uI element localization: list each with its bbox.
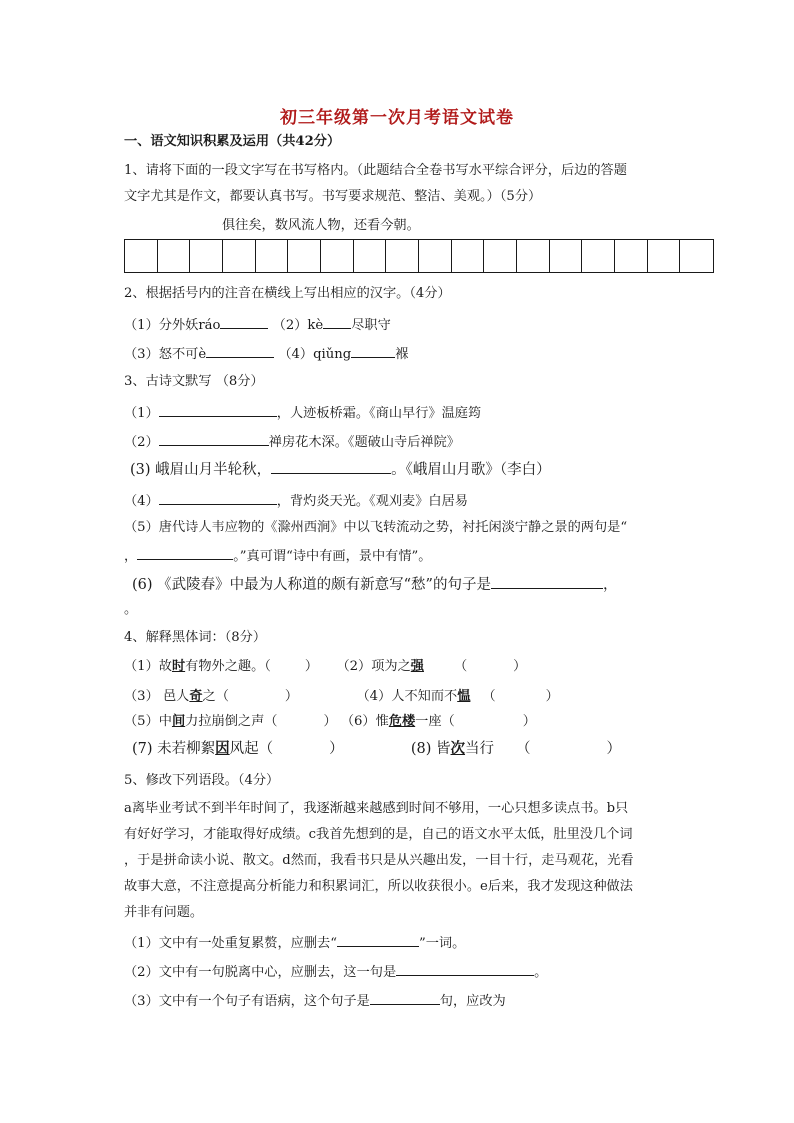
q4-i3-post: 之（ xyxy=(202,689,229,704)
q5-para-line2: 有好好学习，才能取得好成绩。c我首先想到的是，自己的语文水平太低，肚里没几个词 xyxy=(124,827,633,842)
grid-cell[interactable] xyxy=(288,240,321,272)
q4-i7-keyword: 因 xyxy=(215,740,230,757)
grid-cell[interactable] xyxy=(452,240,485,272)
q5-para-line1: a离毕业考试不到半年时间了，我逐渐越来越感到时间不够用，一心只想多读点书。b只 xyxy=(124,801,629,816)
q5-s2-blank[interactable] xyxy=(396,961,534,976)
q4-i5-pre: （5）中 xyxy=(124,714,172,729)
q4-i1-keyword: 时 xyxy=(171,659,186,674)
q1-line1: 1、请将下面的一段文字写在书写格内。（此题结合全卷书写水平综合评分，后边的答题 xyxy=(124,163,627,178)
q4-heading: 4、解释黑体词：（8分） xyxy=(124,630,267,645)
q3-line6b: 。 xyxy=(124,602,138,617)
q5-s2-post: 。 xyxy=(534,965,548,980)
q2-d-blank[interactable] xyxy=(351,343,395,358)
q4-i6-keyword: 危楼 xyxy=(388,714,416,729)
q3-line6 xyxy=(132,574,617,594)
q2-d-label: （4）qiǔng xyxy=(278,347,352,362)
q5-sub2 xyxy=(124,961,547,982)
q2-a-label: （1）分外妖ráo xyxy=(124,318,221,333)
q5-para-line3: ，于是拼命读小说、散文。d然而，我看书只是从兴趣出发，一目十行，走马观花，光看 xyxy=(124,853,634,868)
grid-cell[interactable] xyxy=(190,240,223,272)
q4-i5-close: ） xyxy=(323,714,337,729)
grid-cell[interactable] xyxy=(419,240,452,272)
grid-cell[interactable] xyxy=(256,240,289,272)
grid-cell[interactable] xyxy=(648,240,681,272)
q4-i1-post: 有物外之趣。（ xyxy=(185,659,271,674)
q3-l4-label: （4） xyxy=(124,494,159,509)
q4-i7-close: ） xyxy=(329,741,344,757)
q3-l1-label: （1） xyxy=(124,406,159,421)
q4-i2-pre: （2）项为之 xyxy=(336,659,411,674)
grid-cell[interactable] xyxy=(125,240,158,272)
q4-i6-post: 一座（ xyxy=(415,714,455,729)
q4-i7-post: 风起（ xyxy=(229,741,274,757)
q4-i1-close: ） xyxy=(304,659,319,674)
q4-i2-close: ） xyxy=(513,659,527,674)
q3-line1 xyxy=(124,402,481,423)
q3-l5-tail: 。”真可谓“诗中有画，景中有情”。 xyxy=(233,549,432,564)
q5-para-line5: 并非有问题。 xyxy=(124,905,204,920)
q5-s3-post: 句，应改为 xyxy=(439,994,506,1009)
q3-l1-blank[interactable] xyxy=(159,402,277,417)
grid-cell[interactable] xyxy=(158,240,191,272)
q2-row1 xyxy=(124,314,391,335)
grid-cell[interactable] xyxy=(582,240,615,272)
q3-l3-label: (3) 峨眉山月半轮秋， xyxy=(130,462,272,478)
q4-i5-keyword: 间 xyxy=(171,714,186,729)
q3-l4-blank[interactable] xyxy=(159,490,277,505)
q3-l6-blank[interactable] xyxy=(491,574,603,589)
q4-i4-close: ） xyxy=(545,689,559,704)
q4-i2-keyword: 强 xyxy=(410,659,424,674)
q5-s3-blank[interactable] xyxy=(370,990,440,1005)
grid-cell[interactable] xyxy=(223,240,256,272)
q3-l2-tail: 禅房花木深。《题破山寺后禅院》 xyxy=(268,435,460,450)
q3-heading: 3、古诗文默写 （8分） xyxy=(124,374,264,389)
q5-sub1 xyxy=(124,932,465,953)
q4-i2-open: （ xyxy=(453,659,468,674)
page-title: 初三年级第一次月考语文试卷 xyxy=(280,108,514,128)
q5-sub3 xyxy=(124,990,506,1011)
grid-cell[interactable] xyxy=(615,240,648,272)
q4-row4 xyxy=(132,740,621,758)
q3-l6-tail: ， xyxy=(602,577,618,593)
q4-row2 xyxy=(124,688,559,706)
q3-l1-tail: ，人迹板桥霜。《商山早行》温庭筠 xyxy=(276,406,482,421)
q2-d-tail: 褓 xyxy=(395,347,409,362)
q2-b-blank[interactable] xyxy=(323,314,351,329)
q1-copy-text: 俱往矣，数风流人物，还看今朝。 xyxy=(222,218,420,233)
q2-row2 xyxy=(124,343,408,364)
q3-l6-label: (6) 《武陵春》中最为人称道的颇有新意写“愁”的句子是 xyxy=(132,577,491,593)
q3-line4 xyxy=(124,490,468,511)
q5-para-line4: 故事大意，不注意提高分析能力和积累词汇，所以收获很小。e后来，我才发现这种做法 xyxy=(124,879,633,894)
q1-line2: 文字尤其是作文，都要认真书写。书写要求规范、整洁、美观。）（5分） xyxy=(124,189,542,204)
q4-i3-keyword: 奇 xyxy=(189,689,203,704)
q3-line5b xyxy=(124,545,431,566)
q4-i7-pre: (7) 未若柳絮 xyxy=(132,741,216,757)
grid-cell[interactable] xyxy=(386,240,419,272)
q3-line2 xyxy=(124,431,460,452)
grid-cell[interactable] xyxy=(321,240,354,272)
q4-i4-open: （ xyxy=(482,689,496,704)
q4-i8-close: ） xyxy=(606,741,622,757)
writing-grid[interactable] xyxy=(124,239,714,273)
q5-heading: 5、修改下列语段。（4分） xyxy=(124,773,280,788)
q4-i4-keyword: 愠 xyxy=(457,689,471,704)
grid-cell[interactable] xyxy=(517,240,550,272)
section-heading: 一、语文知识积累及运用（共42分） xyxy=(124,134,341,149)
grid-cell[interactable] xyxy=(680,240,713,272)
q4-i8-pre: (8) 皆 xyxy=(410,741,451,757)
q4-i3-pre: （3） 邑人 xyxy=(124,689,190,704)
grid-cell[interactable] xyxy=(550,240,583,272)
q4-i5-post: 力拉崩倒之声（ xyxy=(185,714,278,729)
q2-heading: 2、根据括号内的注音在横线上写出相应的汉字。（4分） xyxy=(124,286,451,301)
q2-b-label: （2）kè xyxy=(272,318,324,333)
q2-c-blank[interactable] xyxy=(206,343,274,358)
q5-s1-post: ”一词。 xyxy=(418,936,466,951)
q3-l5-pre: ， xyxy=(124,549,138,564)
q3-line5a: （5）唐代诗人韦应物的《滁州西涧》中以飞转流动之势，衬托闲淡宁静之景的两句是“ xyxy=(124,520,628,535)
q3-l5-blank[interactable] xyxy=(137,545,233,560)
q3-l2-blank[interactable] xyxy=(159,431,269,446)
q4-i6-pre: （6）惟 xyxy=(340,714,389,729)
q4-i6-close: ） xyxy=(522,714,536,729)
q3-l3-blank[interactable] xyxy=(271,459,391,474)
q3-l4-tail: ，背灼炎天光。《观刈麦》白居易 xyxy=(276,494,468,509)
grid-cell[interactable] xyxy=(484,240,517,272)
q2-c-label: （3）怒不可è xyxy=(124,347,207,362)
q3-l2-label: （2） xyxy=(124,435,159,450)
q2-b-tail: 尽职守 xyxy=(351,318,391,333)
q5-s2-pre: （2）文中有一句脱离中心，应删去，这一句是 xyxy=(124,965,397,980)
grid-cell[interactable] xyxy=(354,240,387,272)
q4-i4-pre: （4）人不知而不 xyxy=(356,689,458,704)
q2-a-blank[interactable] xyxy=(220,314,268,329)
q5-s3-pre: （3）文中有一个句子有语病，这个句子是 xyxy=(124,994,370,1009)
q5-s1-blank[interactable] xyxy=(337,932,419,947)
q3-l3-tail: 。《峨眉山月歌》（李白） xyxy=(391,462,551,478)
q4-i3-close: ） xyxy=(284,689,299,704)
q3-line3 xyxy=(130,459,551,479)
q4-row3 xyxy=(124,713,536,731)
q4-i1-pre: （1）故 xyxy=(124,659,172,674)
q4-i8-open: （ xyxy=(516,741,531,757)
q4-row1 xyxy=(124,658,526,676)
q5-s1-pre: （1）文中有一处重复累赘，应删去“ xyxy=(124,936,337,951)
q4-i8-keyword: 次 xyxy=(450,740,466,757)
q4-i8-post: 当行 xyxy=(465,741,495,757)
